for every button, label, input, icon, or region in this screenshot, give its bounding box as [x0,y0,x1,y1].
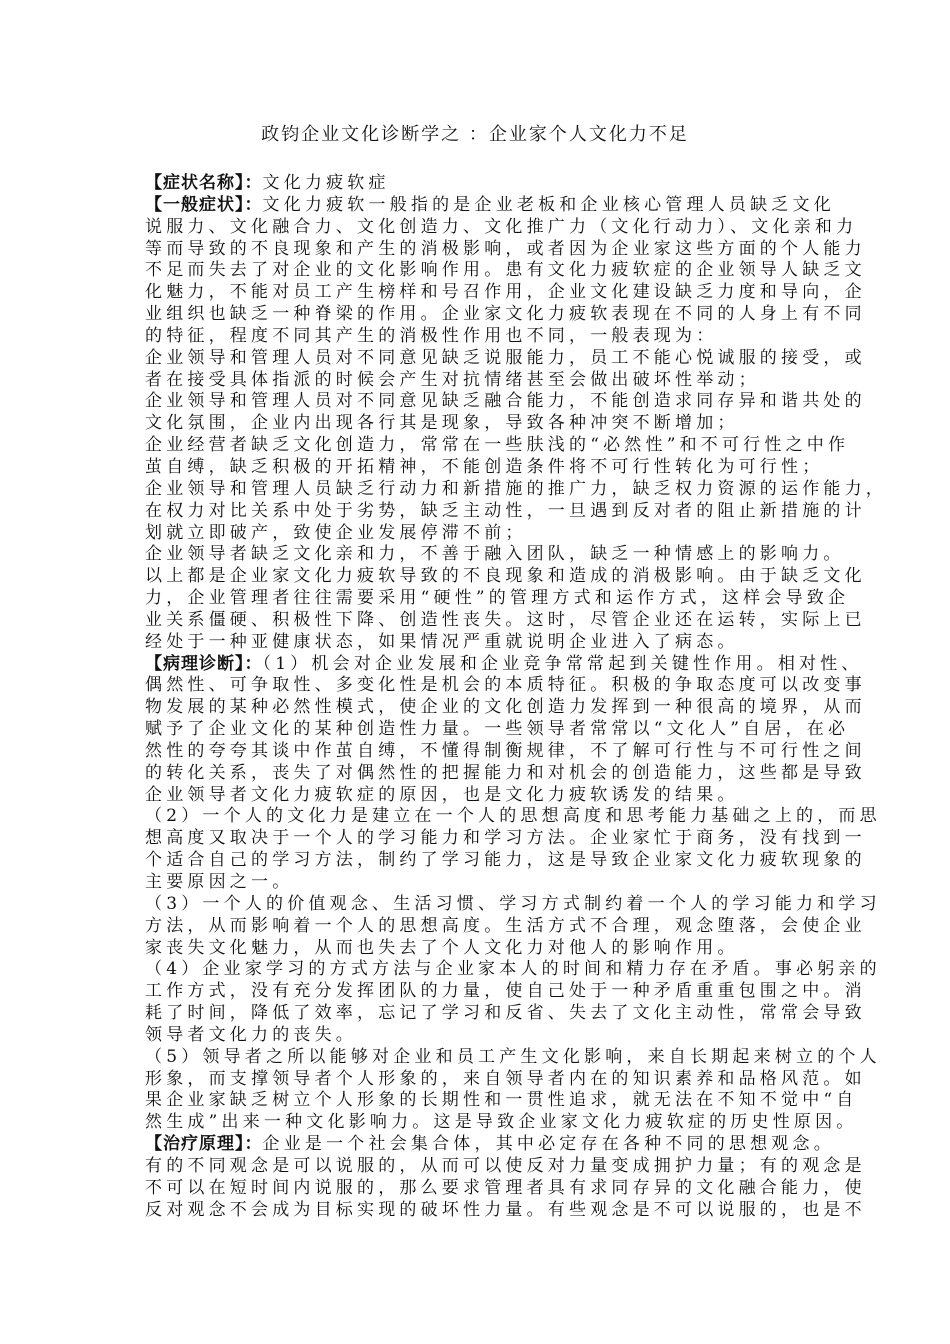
text-line [145,1090,858,1112]
line-text: 果企业家缺乏树立个人形象的长期性和一贯性追求，就无法在不知不觉中“自 [145,1090,858,1111]
line-text: 划就立即破产，致使企业发展停滞不前； [145,522,527,543]
text-line [145,326,815,348]
line-text: 不可以在短时间内说服的，那么要求管理者具有求同存异的文化融合能力，使 [145,1177,866,1198]
line-text: 然生成”出来一种文化影响力。这是导致企业家文化力疲软症的历史性原因。 [145,1112,858,1133]
text-line [145,194,835,217]
text-line [145,785,815,807]
line-text: 的转化关系，丧失了对偶然性的把握能力和对机会的创造能力，这些都是导致 [145,762,866,783]
text-line [145,260,866,282]
line-text: 不足而失去了对企业的文化影响作用。患有文化力疲软症的企业领导人缺乏文 [145,260,866,281]
text-line [145,216,858,239]
line-text: 文化氛围，企业内出现各行其是现象，导致各种冲突不断增加； [145,413,739,434]
line-text: 偶然性、可争取性、多变化性是机会的本质特征。积极的争取态度可以改变事 [145,675,866,696]
line-text: 的特征，程度不同其产生的消极性作用也不同，一般表现为： [145,325,718,346]
line-text: 然性的夸夸其谈中作茧自缚，不懂得制衡规律，不了解可行性与不可行性之间 [145,740,866,761]
text-line [145,719,850,741]
line-text: （4）企业家学习的方式方法与企业家本人的时间和精力存在矛盾。事必躬亲的 [145,959,881,980]
text-line [145,609,866,632]
text-line [145,915,866,938]
text-line [145,370,815,392]
line-text: 个适合自己的学习方法，制约了学习能力，这是导致企业家文化力疲软现象的 [145,850,866,871]
line-text: 企业领导和管理人员对不同意见缺乏融合能力，不能创造求同存异和谐共处的 [145,391,866,412]
line-text: 企业领导者缺乏文化亲和力，不善于融入团队，缺乏一种情感上的影响力。 [145,544,845,565]
document-body [145,173,887,1222]
line-text: 经处于一种亚健康状态，如果情况严重就说明企业进入了病态。 [145,631,739,652]
line-text: 等而导致的不良现象和产生的消极影响，或者因为企业家这些方面的个人能力 [145,238,866,259]
line-text: 企业是一个社会集合体，其中必定存在各种不同的思想观念。 [262,1134,835,1155]
line-text: 力，企业管理者往往需要采用“硬性”的管理方式和运作方式，这样会导致企 [145,588,850,609]
section-heading: 【病理诊断】： [145,653,263,674]
text-line [145,740,866,763]
line-text: 工作方式，没有充分发挥团队的力量，使自己处于一种矛盾重重包围之中。消 [145,981,866,1002]
text-line [145,653,863,676]
text-line [145,632,815,654]
line-text: 企业领导和管理人员对不同意见缺乏说服能力，员工不能心悦诚服的接受，或 [145,347,866,368]
text-line [145,959,881,981]
line-text: 者在接受具体指派的时候会产生对抗情绪甚至会做出破坏性举动； [145,369,760,390]
line-text: 以上都是企业家文化力疲软导致的不良现象和造成的消极影响。由于缺乏文化 [145,566,866,587]
line-text: 文化力疲软一般指的是企业老板和企业核心管理人员缺乏文化 [262,194,835,215]
text-line [145,304,866,326]
text-line [145,938,815,960]
text-line [145,828,866,850]
text-line [145,1068,866,1091]
text-line [145,413,815,435]
text-line [145,588,850,610]
text-line [145,1134,835,1156]
text-line [145,544,845,566]
text-line [145,500,866,523]
line-text: 茧自缚，缺乏积极的开拓精神，不能创造条件将不可行性转化为可行性； [145,456,824,477]
section-heading: 【症状名称】： [145,173,263,193]
line-text: 业关系僵硬、积极性下降、创造性丧失。这时，尽管企业还在运转，实际上已 [145,609,866,630]
text-line [145,391,866,413]
line-text: 方法，从而影响着一个人的思想高度。生活方式不合理，观念堕落，会使企业 [145,915,866,936]
text-line [145,1155,866,1178]
text-line [145,173,815,195]
line-text: 主要原因之一。 [145,872,294,892]
text-line [145,697,866,719]
text-line [145,347,866,370]
line-text: （2）一个人的文化力是建立在一个人的思想高度和思考能力基础之上的，而思 [145,806,881,827]
line-text: （3）一个人的价值观念、生活习惯、学习方式制约着一个人的学习能力和学习 [145,893,881,914]
line-text: （1）机会对企业发展和企业竞争常常起到关键性作用。相对性、 [262,653,863,674]
text-line [145,675,866,697]
line-text: （5）领导者之所以能够对企业和员工产生文化影响，来自长期起来树立的个人 [145,1046,881,1067]
text-line [145,1177,866,1200]
text-line [145,806,881,828]
line-text: 文化力疲软症 [262,173,390,193]
text-line [145,456,824,479]
text-line [145,762,866,785]
line-text: 反对观念不会成为目标实现的破坏性力量。有些观念是不可以说服的，也是不 [145,1199,866,1220]
text-line [145,850,866,872]
section-heading: 【治疗原理】： [145,1134,263,1155]
line-text: 企业领导者文化力疲软症的原因，也是文化力疲软诱发的结果。 [145,784,739,805]
line-text: 企业经营者缺乏文化创造力，常常在一些肤浅的“必然性”和不可行性之中作 [145,435,850,456]
text-line [145,238,866,261]
text-line [145,1046,881,1069]
line-text: 有的不同观念是可以说服的，从而可以使反对力量变成拥护力量；有的观念是 [145,1155,866,1176]
text-line [145,981,866,1003]
text-line [145,893,881,916]
document-title: 政钧企业文化诊断学之 ：企业家个人文化力不足 [261,124,689,145]
line-text: 领导者文化力的丧失。 [145,1024,357,1045]
text-line [145,566,866,588]
line-text: 耗了时间，降低了效率，忘记了学习和反省、失去了文化主动性，常常会导致 [145,1003,866,1024]
text-line [145,1025,815,1047]
line-text: 在权力对比关系中处于劣势，缺乏主动性，一旦遇到反对者的阻止新措施的计 [145,500,866,521]
text-line [145,282,866,304]
line-text: 说服力、文化融合力、文化创造力、文化推广力（文化行动力）、文化亲和力 [145,216,858,237]
text-line [145,478,887,501]
section-heading: 【一般症状】： [145,194,263,215]
line-text: 化魅力，不能对员工产生榜样和号召作用，企业文化建设缺乏力度和导向，企 [145,282,866,303]
text-line [145,523,815,545]
text-line [145,1112,858,1134]
text-line [145,1199,866,1222]
line-text: 物发展的某种必然性模式，使企业的文化创造力发挥到一种很高的境界，从而 [145,697,866,718]
line-text: 想高度又取决于一个人的学习能力和学习方法。企业家忙于商务，没有找到一 [145,828,866,849]
text-line [145,1003,866,1025]
line-text: 赋予了企业文化的某种创造性力量。一些领导者常常以“文化人”自居，在必 [145,719,850,740]
line-text: 形象，而支撑领导者个人形象的，来自领导者内在的知识素养和品格风范。如 [145,1068,866,1089]
line-text: 企业领导和管理人员缺乏行动力和新措施的推广力，缺乏权力资源的运作能力， [145,478,887,499]
text-line [145,872,815,894]
line-text: 家丧失文化魅力，从而也失去了个人文化力对他人的影响作用。 [145,937,739,958]
text-line [145,435,850,457]
line-text: 业组织也缺乏一种脊梁的作用。企业家文化力疲软表现在不同的人身上有不同 [145,304,866,325]
